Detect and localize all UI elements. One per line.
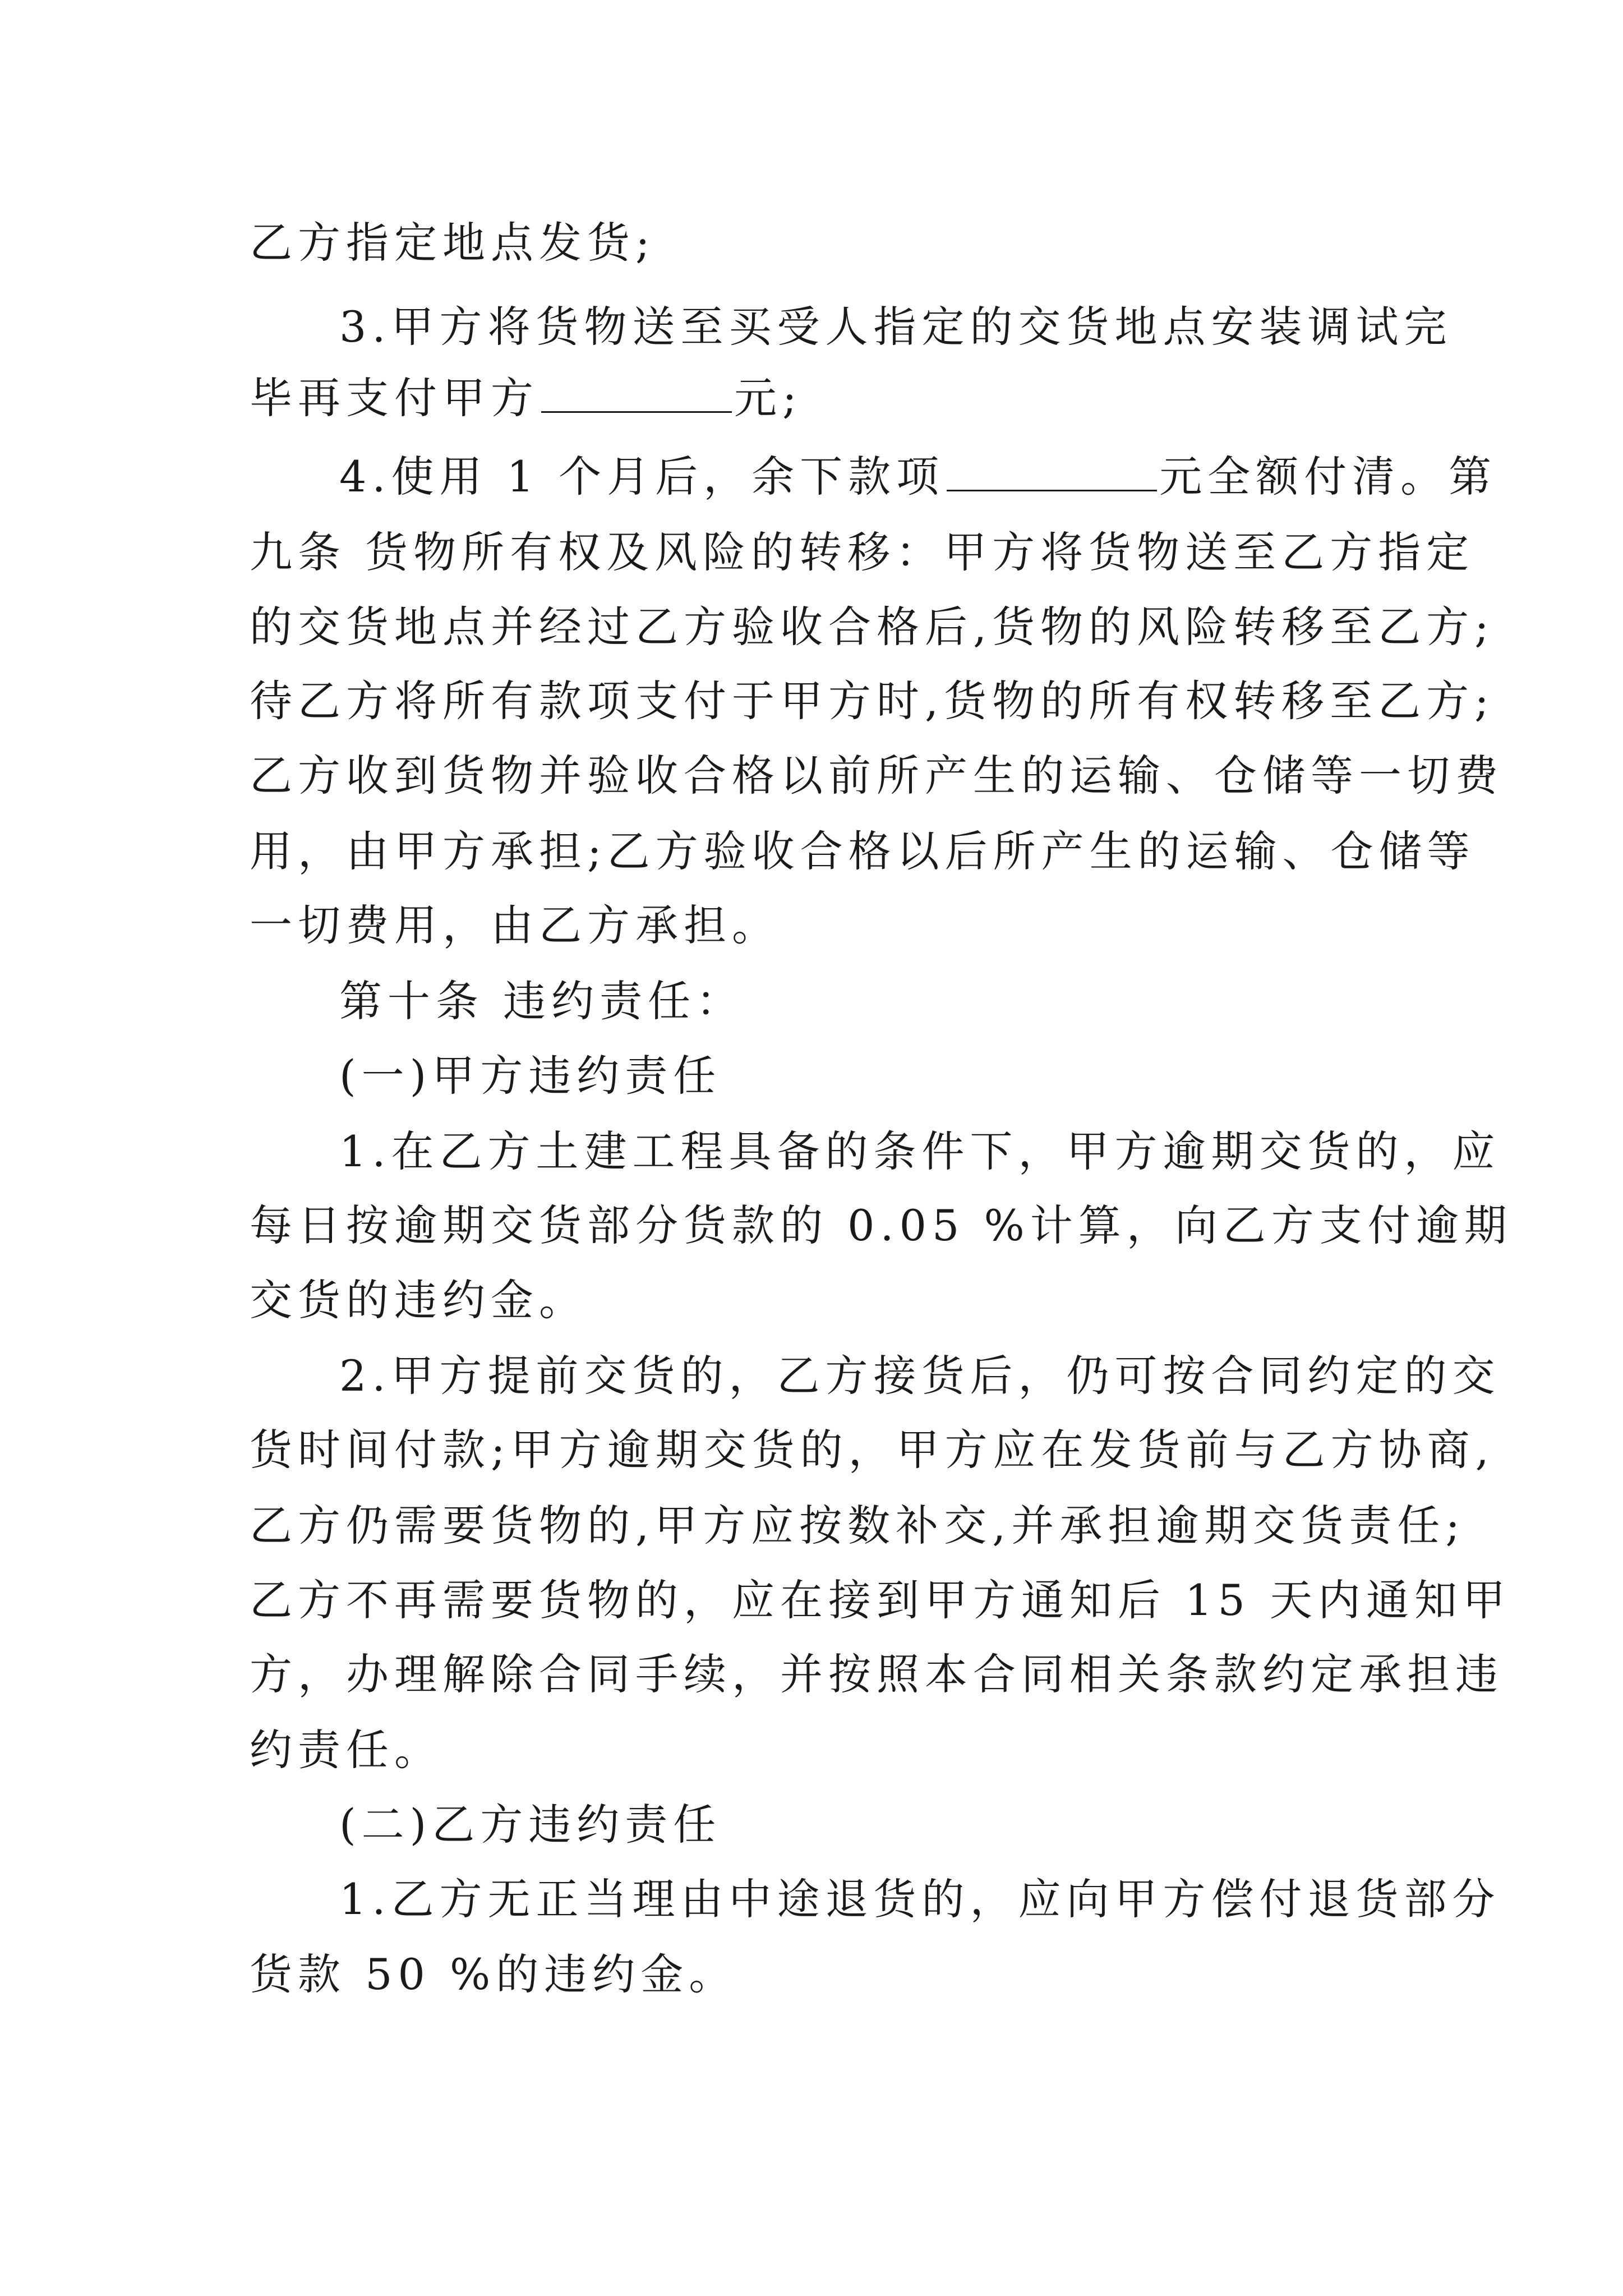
text-line-23: 1.乙方无正当理由中途退货的，应向甲方偿付退货部分 xyxy=(339,1874,1501,1924)
party-a-liability-heading: (一)甲方违约责任 xyxy=(339,1051,722,1101)
text-line-21: 约责任。 xyxy=(250,1725,442,1775)
text-line-8: 乙方收到货物并验收合格以前所产生的运输、仓储等一切费 xyxy=(250,751,1504,800)
text-line-7: 待乙方将所有款项支付于甲方时,货物的所有权转移至乙方; xyxy=(250,676,1495,726)
text-line-2: 3.甲方将货物送至买受人指定的交货地点安装调试完 xyxy=(339,302,1453,352)
text-line-20: 方，办理解除合同手续，并按照本合同相关条款约定承担违 xyxy=(250,1649,1504,1699)
amount-blank-1 xyxy=(541,406,732,413)
amount-blank-2 xyxy=(947,484,1157,491)
text-line-3-after: 元; xyxy=(734,373,803,423)
text-line-19: 乙方不再需要货物的，应在接到甲方通知后 15 天内通知甲 xyxy=(250,1575,1511,1625)
text-line-5: 九条 货物所有权及风险的转移：甲方将货物送至乙方指定 xyxy=(250,527,1475,577)
text-line-4-before: 4.使用 1 个月后，余下款项 xyxy=(339,452,945,501)
text-line-13: 1.在乙方土建工程具备的条件下，甲方逾期交货的，应 xyxy=(339,1126,1501,1176)
text-line-3-before: 毕再支付甲方 xyxy=(250,373,539,423)
text-line-4 xyxy=(339,449,1497,505)
text-line-3 xyxy=(250,370,1388,426)
text-line-18: 乙方仍需要货物的,甲方应按数补交,并承担逾期交货责任; xyxy=(250,1501,1465,1550)
text-line-6: 的交货地点并经过乙方验收合格后,货物的风险转移至乙方; xyxy=(250,602,1495,652)
text-line-1: 乙方指定地点发货; xyxy=(250,218,656,268)
text-line-4-after: 元全额付清。第 xyxy=(1159,452,1497,501)
text-line-10: 一切费用，由乙方承担。 xyxy=(250,900,780,950)
text-line-14: 每日按逾期交货部分货款的 0.05 %计算，向乙方支付逾期 xyxy=(250,1200,1513,1250)
text-line-24: 货款 50 %的违约金。 xyxy=(250,1949,737,1999)
party-b-liability-heading: (二)乙方违约责任 xyxy=(339,1800,722,1849)
article-10-heading: 第十条 违约责任： xyxy=(339,976,745,1026)
text-line-17: 货时间付款;甲方逾期交货的，甲方应在发货前与乙方协商, xyxy=(250,1425,1495,1475)
text-line-15: 交货的违约金。 xyxy=(250,1275,587,1325)
text-line-16: 2.甲方提前交货的，乙方接货后，仍可按合同约定的交 xyxy=(339,1351,1501,1401)
text-line-9: 用，由甲方承担;乙方验收合格以后所产生的运输、仓储等 xyxy=(250,826,1476,876)
